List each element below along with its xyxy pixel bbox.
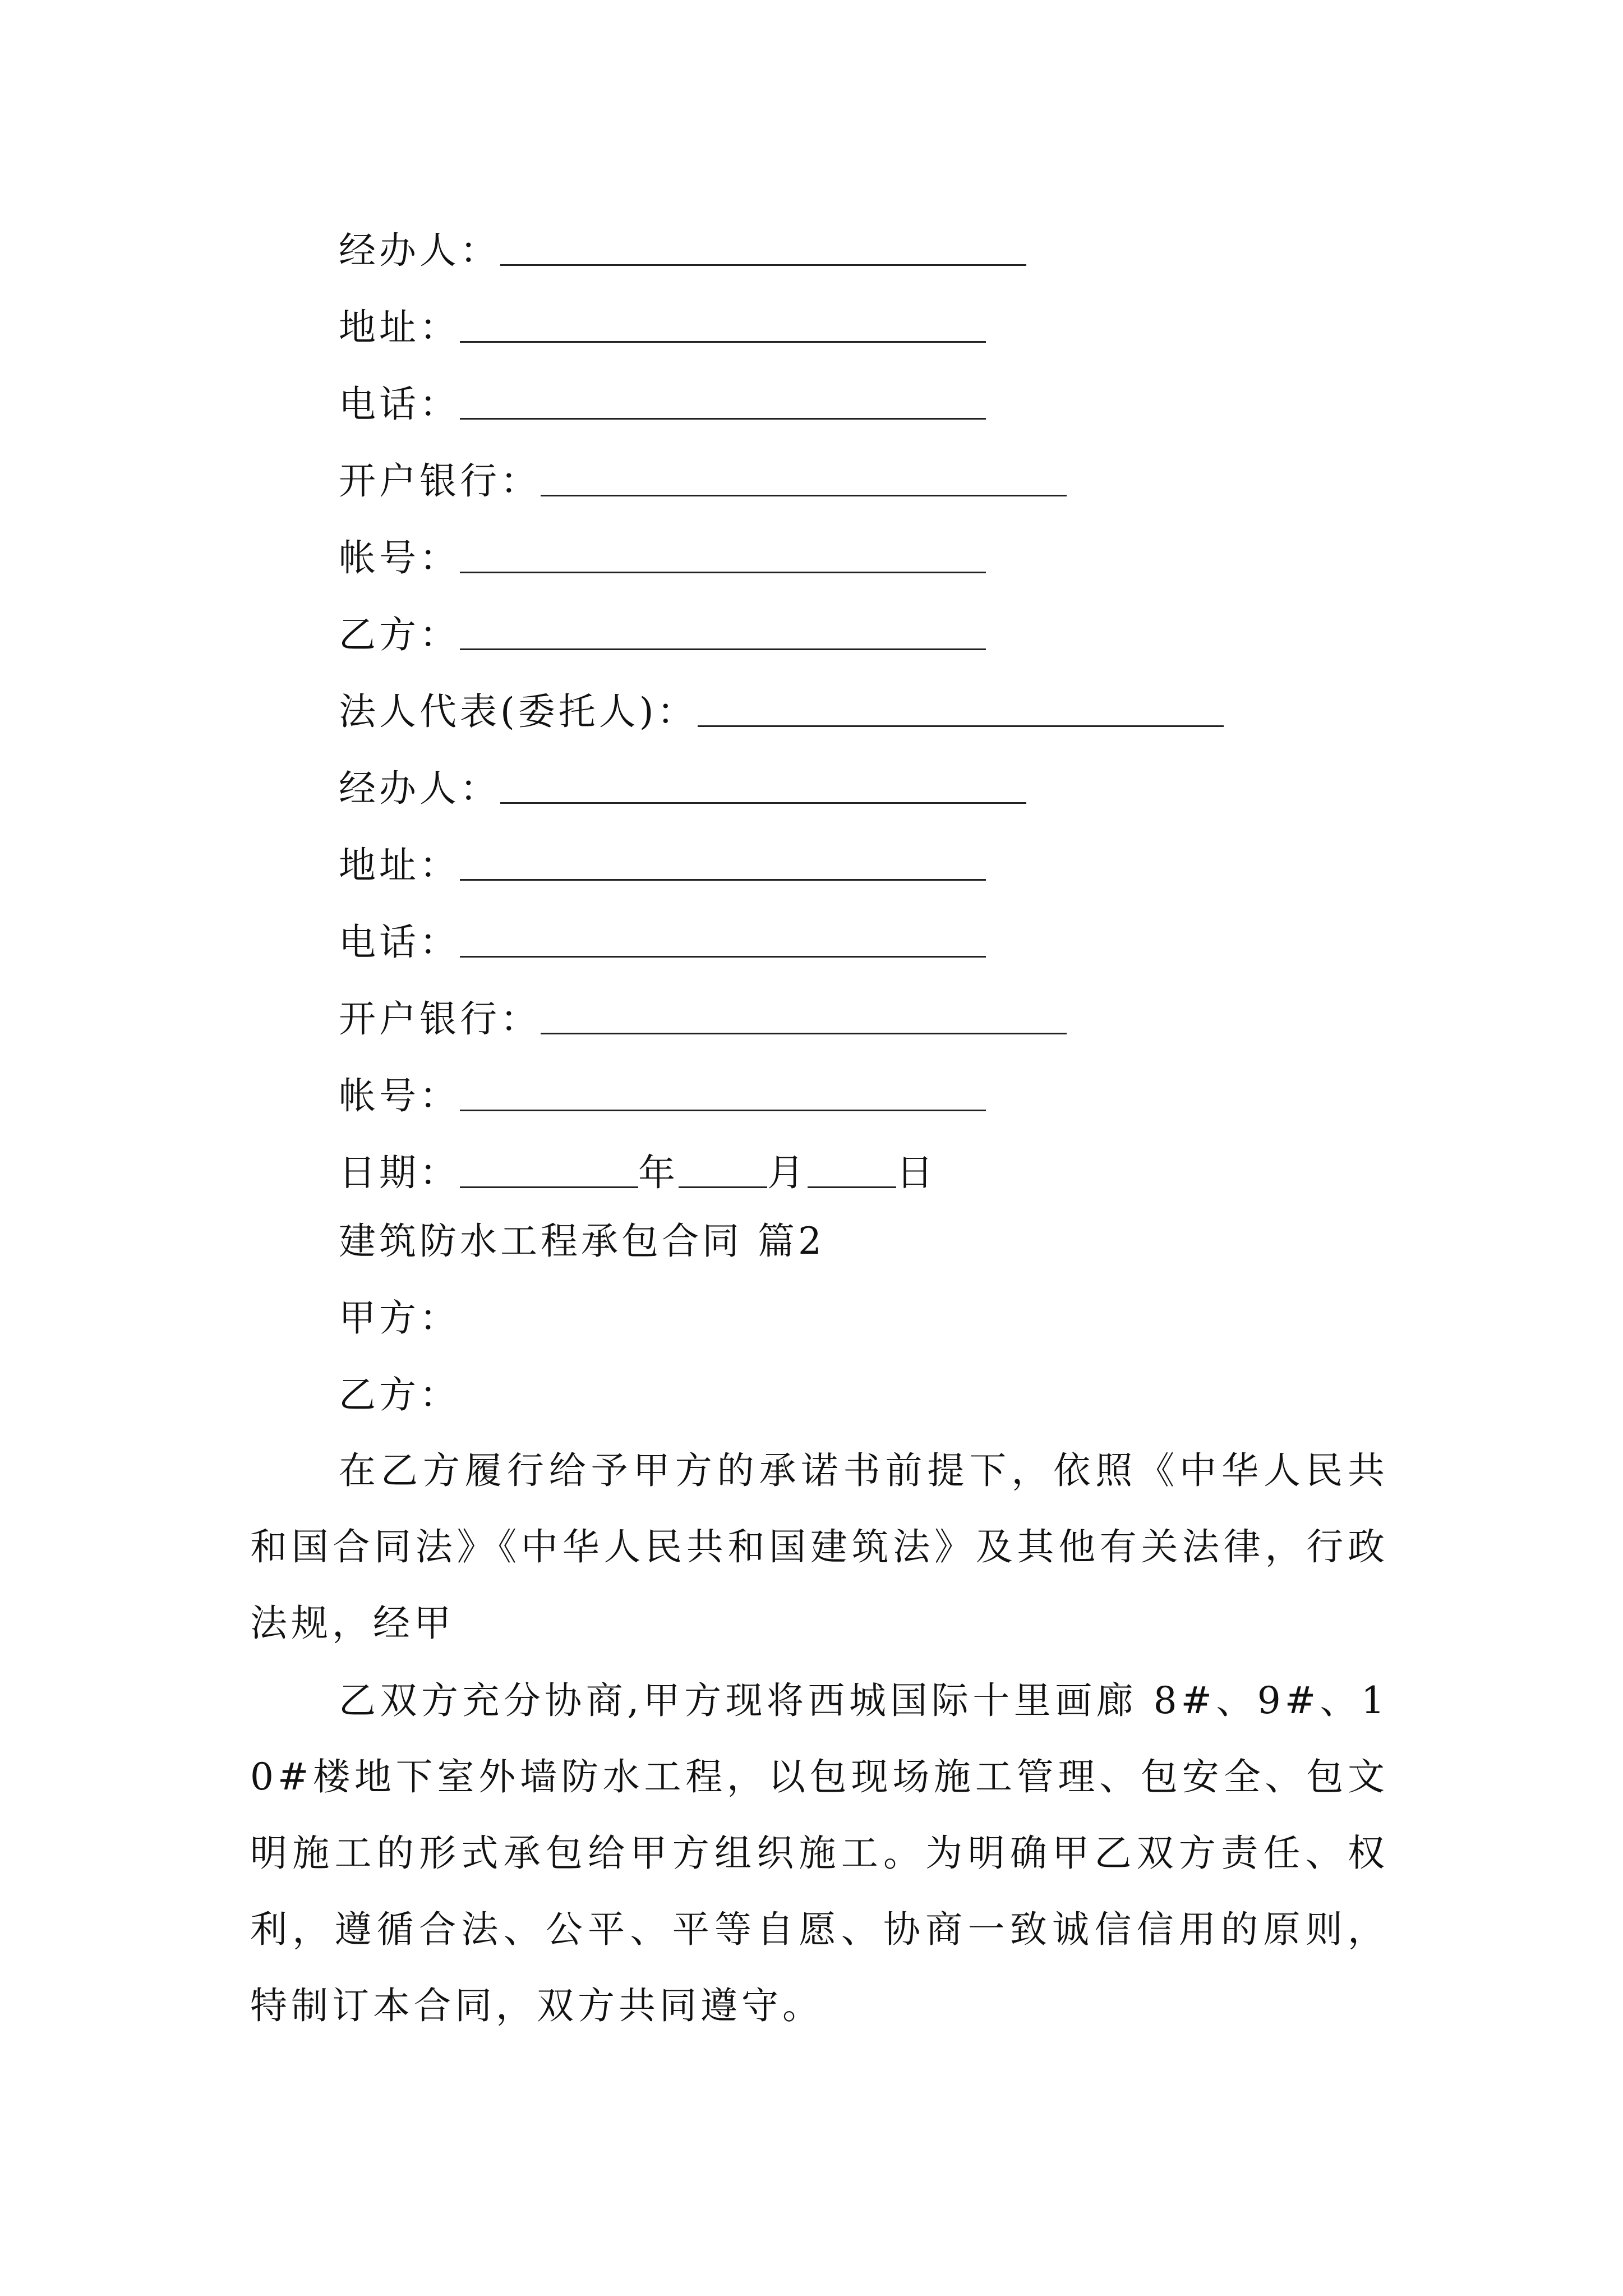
party-a-phone-row (339, 361, 986, 426)
party-b-bank-label: 开户银行： (339, 997, 541, 1041)
party-a-account-blank (460, 572, 986, 573)
date-month-blank (679, 1186, 767, 1188)
party-a-address-label: 地址： (339, 306, 460, 349)
party-b-legal-rep-blank (698, 725, 1224, 727)
date-label: 日期： (339, 1151, 460, 1194)
party-b-phone-row (339, 899, 986, 964)
date-day-label: 日 (896, 1151, 937, 1194)
party-b-title-label: 乙方： (339, 613, 460, 656)
date-row (339, 1130, 937, 1194)
section-heading: 建筑防水工程承包合同 篇2 (339, 1220, 825, 1263)
party-a-agent-blank (500, 264, 1026, 266)
party-b-title-blank (460, 648, 986, 650)
paragraph-1: 在乙方履行给予甲方的承诺书前提下，依照《中华人民共和国合同法》《中华人民共和国建筑法》及其他有关法律，行政法规，经甲 (250, 1449, 1389, 1645)
party-b-phone-label: 电话： (339, 921, 460, 964)
date-day-blank (808, 1186, 896, 1188)
party-b-bank-row (339, 976, 1067, 1041)
date-year-blank (460, 1186, 638, 1188)
party-a-phone-label: 电话： (339, 383, 460, 426)
party-a-agent-label: 经办人： (339, 229, 500, 272)
party-a-address-blank (460, 341, 986, 343)
party-b-address-blank (460, 879, 986, 881)
party-a-bank-label: 开户银行： (339, 459, 541, 503)
party-a-account-label: 帐号： (339, 536, 460, 579)
party-b-account-row (339, 1053, 986, 1115)
party-b-account-blank (460, 1110, 986, 1111)
party-b-address-label: 地址： (339, 844, 460, 887)
party-b-account-label: 帐号： (339, 1074, 460, 1117)
party-b-address-row (339, 822, 986, 887)
date-month-label: 月 (767, 1151, 808, 1194)
party-b-agent-row (339, 746, 1026, 810)
party-a-phone-blank (460, 418, 986, 420)
party-b-title-row (339, 592, 986, 654)
party-b-phone-blank (460, 956, 986, 958)
paragraph-2: 乙双方充分协商,甲方现将西城国际十里画廊 8#、9#、10#楼地下室外墙防水工程，以包现场施工管理、包安全、包文明施工的形式承包给甲方组织施工。为明确甲乙双方责任、权利，遵循合法、公平、平等自愿、协商一致诚信信用的原则，特制订本合同，双方共同遵守。 (250, 1679, 1389, 2027)
party-a-bank-blank (541, 495, 1067, 496)
party-a-bank-row (339, 438, 1067, 503)
party-a-agent-row (339, 208, 1026, 272)
section-party-a-label: 甲方： (339, 1296, 460, 1340)
section-party-b-label: 乙方： (339, 1373, 460, 1416)
party-b-bank-blank (541, 1033, 1067, 1034)
date-year-label: 年 (638, 1151, 679, 1194)
party-b-agent-label: 经办人： (339, 767, 500, 810)
party-a-account-row (339, 515, 986, 577)
party-b-agent-blank (500, 802, 1026, 804)
party-a-address-row (339, 284, 986, 349)
party-b-legal-rep-label: 法人代表(委托人)： (339, 690, 698, 733)
party-b-legal-rep-row (339, 669, 1224, 733)
